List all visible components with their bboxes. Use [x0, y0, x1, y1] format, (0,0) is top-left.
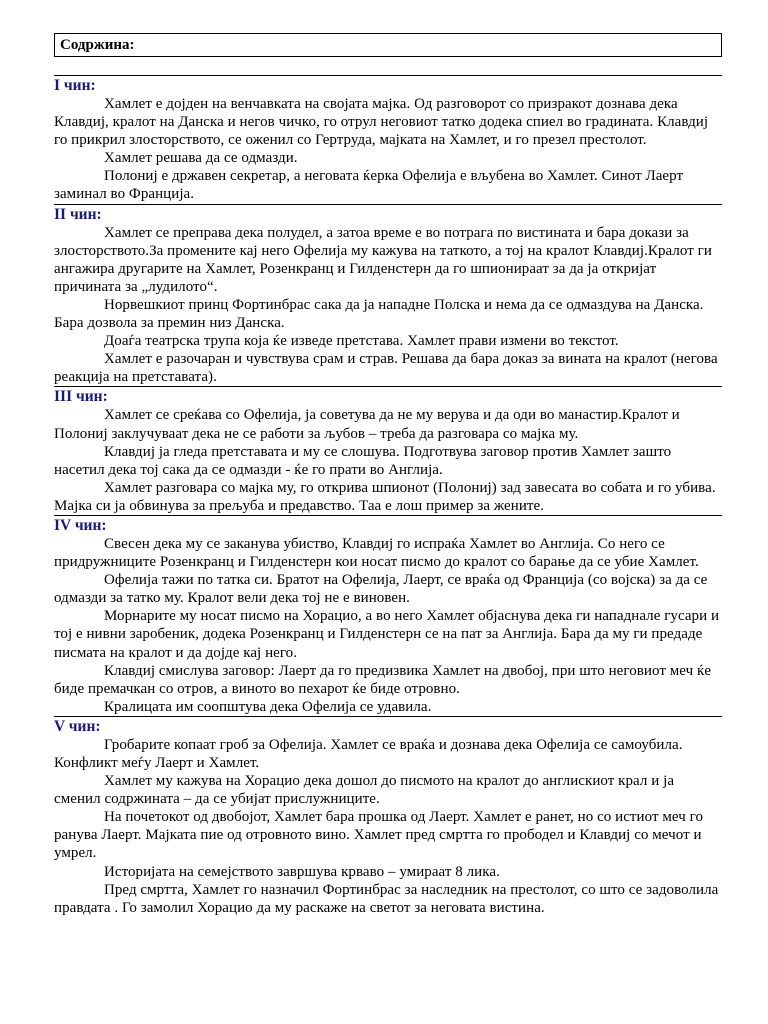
paragraph: Офелија тажи по татка си. Братот на Офелија, Лаерт, се враќа од Франција (со војска) за да се одмазди за татко му. Кралот вели дека тој не е виновен. — [54, 572, 708, 607]
paragraph: Хамлет е дојден на венчавката на својата мајка. Од разговорот со призракот дознава дека Клавдиј, кралот на Данска и негов чичко, го отрул неговиот татко додека спиел во градината. Клавдиј го прикрил злосторството, се оженил со Гертруда, мајката на Хамлет, и го презел престолот. — [54, 96, 709, 149]
paragraph: Пред смртта, Хамлет го назначил Фортинбрас за наследник на престолот, со што се задоволила правдата . Го замолил Хорацио да му раскаже на светот за неговата вистина. — [54, 881, 719, 916]
act-section-3 — [54, 386, 722, 515]
paragraph: Полониј е државен секретар, а неговата ќерка Офелија е вљубена во Хамлет. Синот Лаерт заминал во Франција. — [54, 168, 684, 203]
paragraph: На почетокот од двобојот, Хамлет бара прошка од Лаерт. Хамлет е ранет, но со истиот меч го ранува Лаерт. Мајката пие од отровното вино. Хамлет пред смртта го прободел и Клавдиј со мечот и умрел. — [54, 809, 704, 862]
act-section-4 — [54, 515, 722, 716]
paragraph: Хамлет решава да се одмазди. — [104, 150, 298, 167]
paragraph: Морнарите му носат писмо на Хорацио, а во него Хамлет објаснува дека ги нападнале гусари и тој е нивни заробеник, додека Розенкранц и Гилденстерн се на пат за Англија. Бара да му ги предаде писмата на кралот и да дојде кај него. — [54, 608, 720, 661]
paragraph: Хамлет е разочаран и чувствува срам и страв. Решава да бара доказ за вината на кралот (негова реакција на претставата). — [54, 351, 718, 386]
act-heading: I чин: — [54, 77, 96, 94]
paragraph: Хамлет се среќава со Офелија, ја советува да не му верува и да оди во манастир.Кралот и Полониј заклучуваат дека не се работи за љубов – треба да разговара со мајка му. — [54, 407, 680, 442]
paragraph: Норвешкиот принц Фортинбрас сака да ја нападне Полска и нема да се одмаздува на Данска. Бара дозвола за премин низ Данска. — [54, 296, 704, 332]
paragraph: Доаѓа театрска трупа која ќе изведе претстава. Хамлет прави измени во текстот. — [104, 333, 619, 350]
document-page — [54, 33, 722, 917]
act-section-2 — [54, 204, 722, 387]
paragraph: Хамлет разговара со мајка му, го открива шпионот (Полониј) зад завесата во собата и го убива. Мајка си ја обвинува за прељуба и предавство. Таа е лош пример за жените. — [54, 479, 716, 514]
act-section-1 — [54, 75, 722, 204]
contents-title: Содржина: — [54, 33, 722, 57]
paragraph: Клавдиј смислува заговор: Лаерт да го предизвика Хамлет на двобој, при што неговиот меч ќе биде премачкан со отров, а виното во пехарот ќе биде отровно. — [54, 662, 712, 697]
paragraph: Хамлет се преправа дека полудел, а затоа време е во потрага по вистината и бара докази за злосторството.За промените кај него Офелија му кажува на таткото, а тој на кралот Клавдиј.Кралот ги ангажира другарите на Хамлет, Розенкранц и Гилденстерн да го шпионираат за да ја откријат причината за „лудилото“. — [54, 224, 712, 295]
act-heading: III чин: — [54, 388, 108, 406]
act-section-5 — [54, 716, 722, 917]
paragraph: Кралицата им соопштува дека Офелија се удавила. — [104, 698, 432, 715]
paragraph: Свесен дека му се заканува убиство, Клавдиј го испраќа Хамлет во Англија. Со него се придружниците Розенкранц и Гилденстерн кои носат писмо до кралот со барање да се убие Хамлет. — [54, 535, 699, 571]
act-heading: IV чин: — [54, 516, 107, 534]
paragraph: Клавдиј ја гледа претставата и му се слошува. Подготвува заговор против Хамлет зашто насетил дека тој сака да се одмазди - ќе го прати во Англија. — [54, 443, 672, 478]
act-heading: II чин: — [54, 205, 102, 223]
paragraph: Историјата на семејството завршува крваво – умираат 8 лика. — [104, 863, 500, 880]
paragraph: Хамлет му кажува на Хорацио дека дошол до писмото на кралот до англискиот крал и ја сменил содржината – да се убијат прислужниците. — [54, 773, 675, 808]
paragraph: Гробарите копаат гроб за Офелија. Хамлет се враќа и дознава дека Офелија се самоубила. Конфликт меѓу Лаерт и Хамлет. — [54, 736, 683, 771]
act-heading: V чин: — [54, 717, 101, 735]
